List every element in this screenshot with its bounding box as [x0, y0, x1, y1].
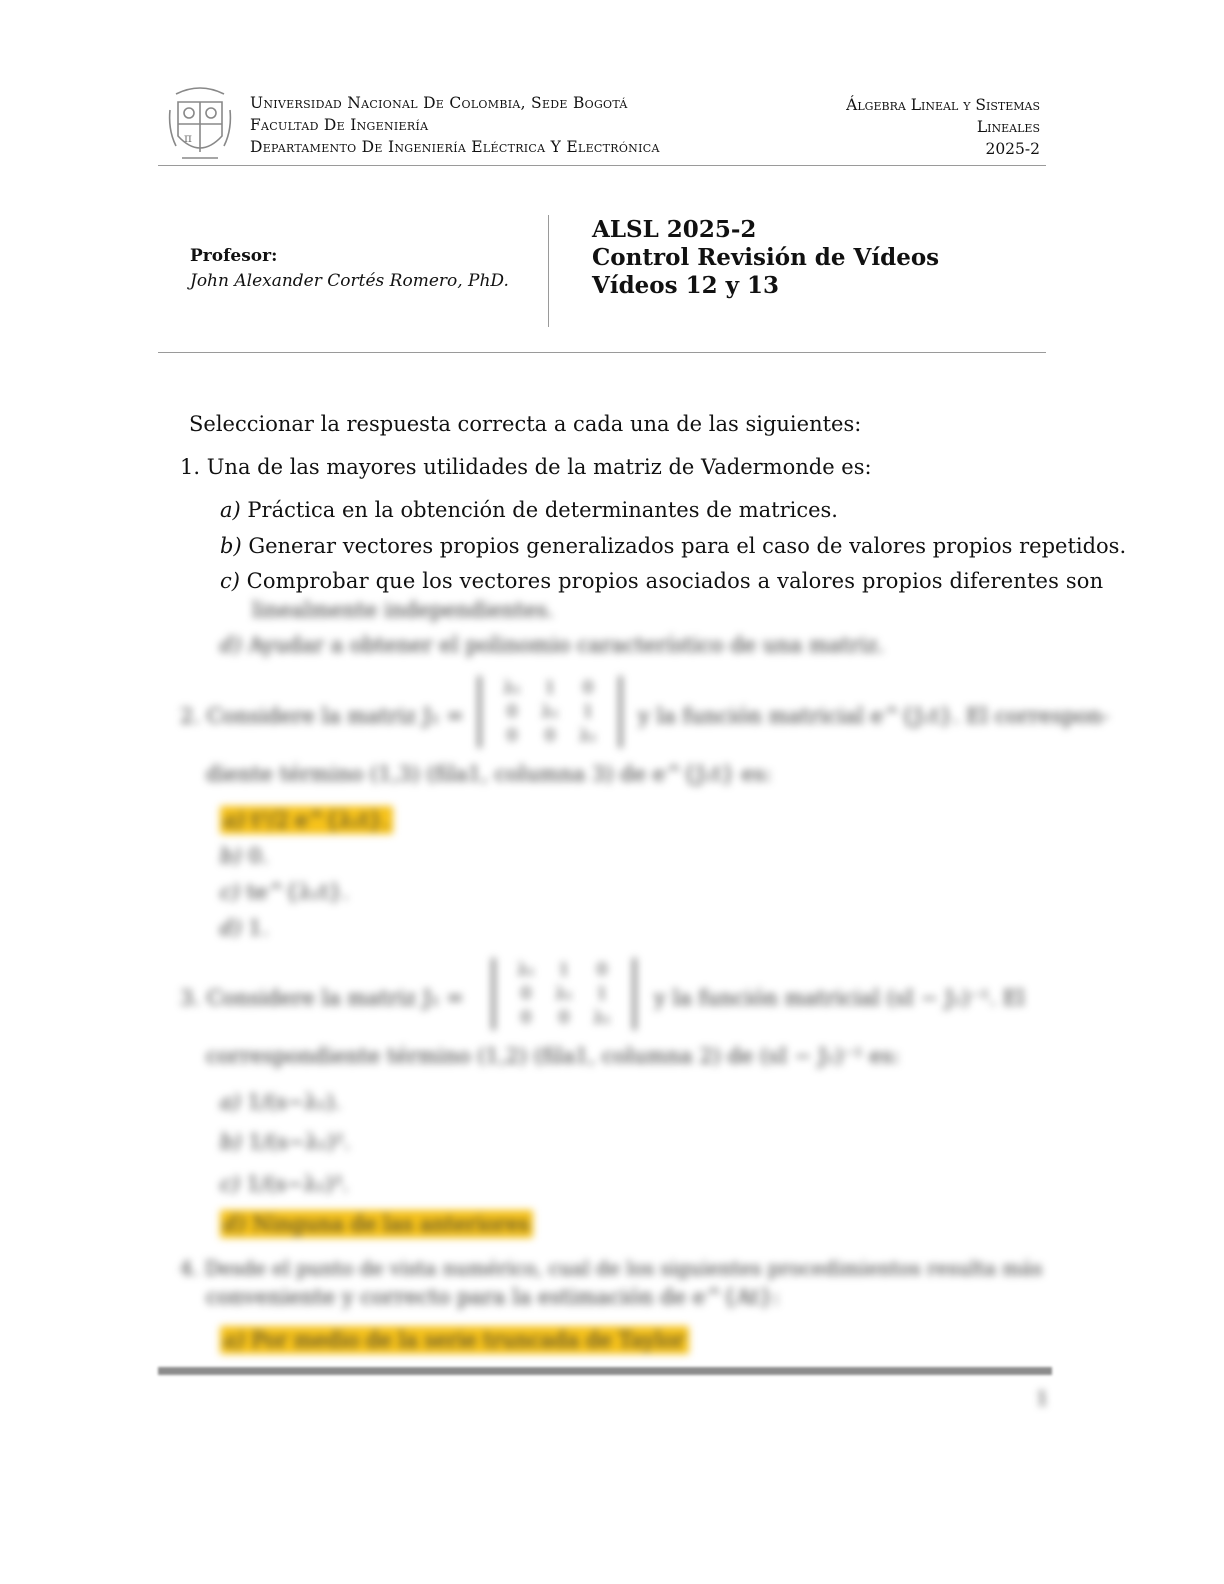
page-number: 1: [1036, 1386, 1049, 1410]
matrix-cell: 0: [520, 1008, 532, 1028]
university-seal-icon: [168, 80, 232, 166]
matrix-cell: 0: [506, 726, 518, 746]
question-text: Desde el punto de vista numérico, cual de los siguientes procedimientos resulta más: [204, 1257, 1043, 1280]
option-letter: a): [220, 1090, 241, 1114]
option-text: Comprobar que los vectores propios asociados a valores propios diferentes son: [246, 569, 1104, 593]
university-name: Universidad Nacional De Colombia, Sede Bogotá: [250, 94, 628, 112]
title-line-2: Control Revisión de Vídeos: [592, 244, 940, 271]
q1-option-a[interactable]: [220, 498, 838, 522]
option-text: 1.: [248, 916, 269, 940]
matrix-cell: 0: [596, 960, 608, 980]
option-text: t²/2 e^{λ₁t}.: [251, 808, 389, 832]
matrix-cell: 0: [558, 1008, 570, 1028]
option-letter: d): [220, 633, 242, 657]
q1-option-b[interactable]: [220, 534, 1126, 558]
professor-label: Profesor:: [190, 246, 278, 266]
question-number: 1.: [180, 455, 201, 479]
svg-text:π: π: [184, 131, 192, 145]
question-text: Considere la matriz J₁ =: [206, 986, 464, 1010]
question-2-line1: [180, 704, 464, 728]
highlighted-answer: [220, 1210, 533, 1238]
option-letter: a): [220, 498, 241, 522]
faculty-name: Facultad De Ingeniería: [250, 116, 429, 134]
question-number: 3.: [180, 986, 201, 1010]
option-letter: d): [224, 1212, 246, 1236]
q3-option-d[interactable]: [220, 1212, 533, 1236]
q3-option-c[interactable]: [220, 1172, 349, 1196]
question-number: 4.: [180, 1257, 199, 1280]
title-line-3: Vídeos 12 y 13: [592, 272, 779, 299]
department-name: Departamento De Ingeniería Eléctrica Y Electrónica: [250, 138, 660, 156]
option-text: Por medio de la serie truncada de Taylor: [251, 1328, 685, 1352]
title-divider: [548, 215, 549, 327]
matrix-cell: λ₁: [503, 678, 521, 698]
option-letter: b): [220, 1130, 242, 1154]
q1-option-c[interactable]: [220, 569, 1103, 593]
course-name-line2: Lineales: [976, 118, 1040, 136]
matrix-cell: λ₁: [593, 1008, 611, 1028]
matrix-cell: 1: [558, 960, 570, 980]
university-block: [250, 92, 660, 158]
course-block: [846, 94, 1040, 160]
question-3-line2: correspondiente término (1,2) (fila1, columna 2) de (sI − J₁)⁻¹ es:: [206, 1044, 900, 1068]
matrix-cell: 1: [544, 678, 556, 698]
matrix-cell: 1: [596, 984, 608, 1004]
professor-name: John Alexander Cortés Romero, PhD.: [190, 271, 509, 291]
question-4-line2: conveniente y correcto para la estimación de e^{At}:: [206, 1285, 780, 1309]
option-text: te^{λ₁t}.: [246, 880, 349, 904]
option-letter: c): [220, 880, 240, 904]
matrix-cell: 1: [582, 702, 594, 722]
q2-option-c[interactable]: [220, 880, 349, 904]
option-text: 1/(s−λ₁)³.: [246, 1172, 349, 1196]
q2-matrix: [478, 676, 622, 748]
q4-option-a[interactable]: [220, 1328, 689, 1352]
option-text: 1/(s−λ₁).: [247, 1090, 342, 1114]
option-letter: b): [220, 534, 242, 558]
instructions: Seleccionar la respuesta correcta a cada una de las siguientes:: [189, 412, 862, 436]
q3-option-a[interactable]: [220, 1090, 341, 1114]
matrix-cell: 0: [506, 702, 518, 722]
option-text: 0.: [248, 844, 269, 868]
matrix-cell: λ₁: [555, 984, 573, 1004]
q2-option-a[interactable]: [220, 808, 393, 832]
question-3-line1: [180, 986, 464, 1010]
question-1: [180, 455, 872, 479]
option-letter: a): [224, 808, 245, 832]
q2-option-d[interactable]: [220, 916, 268, 940]
question-4-line1: [180, 1257, 1042, 1280]
option-letter: a): [224, 1328, 245, 1352]
footer-rule: [158, 1367, 1052, 1375]
matrix-cell: λ₁: [579, 726, 597, 746]
q1-option-c-continuation: linealmente independientes.: [252, 598, 554, 622]
highlighted-answer: [220, 806, 393, 834]
option-letter: c): [220, 569, 240, 593]
course-name-line1: Álgebra Lineal y Sistemas: [846, 96, 1040, 114]
question-2-line2: diente término (1,3) (fila1, columna 3) de e^{J₁t} es:: [206, 762, 772, 786]
option-text: Ninguna de las anteriores: [252, 1212, 530, 1236]
option-letter: c): [220, 1172, 240, 1196]
course-term: 2025-2: [985, 140, 1040, 158]
matrix-cell: 0: [544, 726, 556, 746]
q2-option-b[interactable]: [220, 844, 268, 868]
header-rule: [158, 165, 1046, 166]
matrix-cell: λ₁: [517, 960, 535, 980]
question-text: Una de las mayores utilidades de la matriz de Vadermonde es:: [206, 455, 872, 479]
matrix-cell: 0: [520, 984, 532, 1004]
option-text: Práctica en la obtención de determinantes de matrices.: [247, 498, 838, 522]
title-line-1: ALSL 2025-2: [592, 216, 757, 243]
q3-matrix: [492, 958, 636, 1030]
q3-option-b[interactable]: [220, 1130, 350, 1154]
title-rule: [158, 352, 1046, 353]
q1-option-d[interactable]: [220, 633, 884, 657]
option-text: 1/(s−λ₁)².: [248, 1130, 351, 1154]
question-text: Considere la matriz J₁ =: [206, 704, 464, 728]
highlighted-answer: [220, 1326, 689, 1354]
question-number: 2.: [180, 704, 201, 728]
question-2-line1-end: y la función matricial e^{J₁t}. El correspon-: [638, 704, 1110, 728]
option-letter: b): [220, 844, 242, 868]
question-3-line1-end: y la función matricial (sI − J₁)⁻¹. El: [654, 986, 1025, 1010]
option-letter: d): [220, 916, 242, 940]
option-text: Ayudar a obtener el polinomio característico de una matriz.: [248, 633, 885, 657]
option-text: Generar vectores propios generalizados para el caso de valores propios repetidos.: [248, 534, 1127, 558]
matrix-cell: 0: [582, 678, 594, 698]
document-title: [592, 216, 939, 300]
matrix-cell: λ₁: [541, 702, 559, 722]
